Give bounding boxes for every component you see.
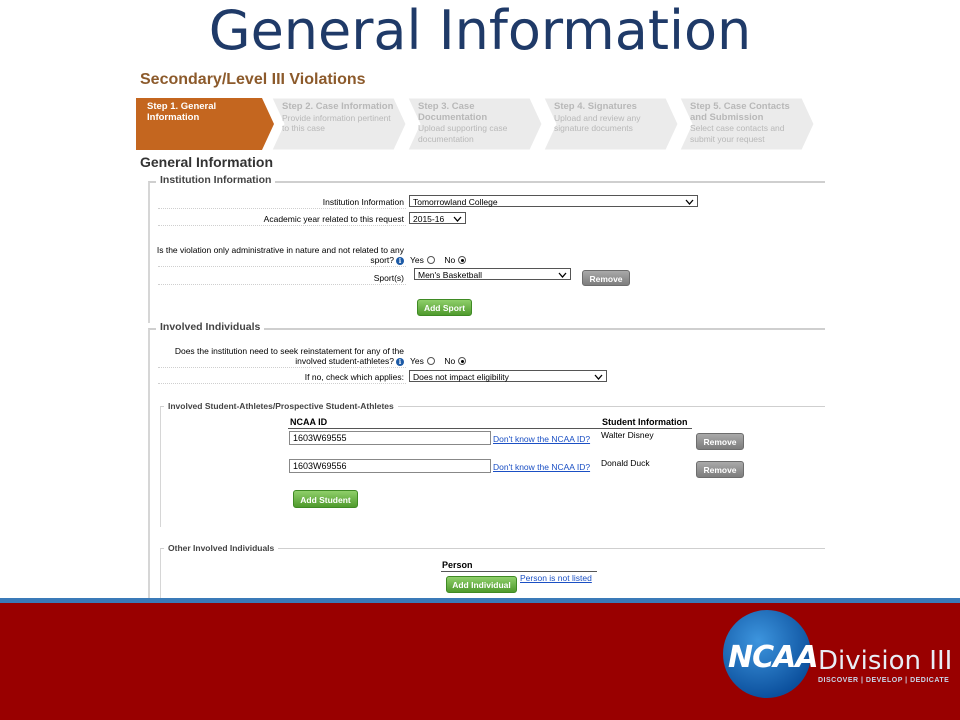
step-4[interactable]: [544, 98, 680, 150]
reinstatement-radio-group: Yes No: [410, 356, 466, 366]
step-3-description: Upload supporting case documentation: [418, 123, 508, 144]
remove-sport-button[interactable]: Remove: [582, 270, 630, 286]
student-name: Walter Disney: [601, 430, 654, 440]
step-5-description: Select case contacts and submit your request: [690, 123, 785, 144]
if-no-label: If no, check which applies:: [304, 372, 404, 382]
academic-year-select[interactable]: 2015-16: [409, 212, 466, 224]
student-name: Donald Duck: [601, 458, 650, 468]
institution-label: Institution Information: [322, 197, 404, 207]
ncaa-id-input[interactable]: 1603W69555: [289, 431, 491, 445]
info-icon[interactable]: i: [396, 358, 404, 366]
administrative-question-label: Is the violation only administrative in nature and not related to any sport? i: [156, 245, 404, 265]
add-sport-button[interactable]: Add Sport: [417, 299, 472, 316]
chevron-down-icon: [685, 197, 694, 209]
others-legend: Other Involved Individuals: [164, 543, 278, 553]
info-icon[interactable]: i: [396, 257, 404, 265]
step-2-title: Step 2. Case Information: [282, 101, 394, 112]
student-information-column-header: Student Information: [602, 417, 688, 427]
logo-tagline: DISCOVER | DEVELOP | DEDICATE: [818, 677, 950, 684]
step-5-title: Step 5. Case Contacts and Submission: [690, 101, 790, 123]
administrative-yes-radio[interactable]: [427, 256, 435, 264]
step-4-description: Upload and review any signature documents: [554, 112, 641, 133]
step-2[interactable]: [272, 98, 408, 150]
person-not-listed-link[interactable]: Person is not listed: [520, 573, 592, 583]
step-wizard: [136, 98, 816, 150]
chevron-down-icon: [453, 214, 462, 226]
slide-title: General Information: [208, 0, 752, 62]
academic-year-label: Academic year related to this request: [263, 214, 404, 224]
reinstatement-yes-radio[interactable]: [427, 357, 435, 365]
administrative-radio-group: Yes No: [410, 255, 466, 265]
dont-know-ncaa-id-link[interactable]: Don't know the NCAA ID?: [493, 462, 591, 472]
chevron-down-icon: [558, 270, 567, 282]
add-individual-button[interactable]: Add Individual: [446, 576, 517, 593]
sports-label: Sport(s): [373, 273, 404, 283]
sport-select[interactable]: Men's Basketball: [414, 268, 571, 280]
step-3-title: Step 3. Case Documentation: [418, 101, 488, 123]
ncaa-division-iii-logo: [720, 608, 960, 708]
form-screenshot: [136, 70, 825, 598]
remove-student-button[interactable]: Remove: [696, 433, 744, 450]
form-title: Secondary/Level III Violations: [140, 71, 366, 88]
remove-student-button[interactable]: Remove: [696, 461, 744, 478]
reinstatement-no-radio[interactable]: [458, 357, 466, 365]
involved-legend: Involved Individuals: [156, 321, 264, 333]
step-3[interactable]: [408, 98, 544, 150]
add-student-button[interactable]: Add Student: [293, 490, 358, 508]
step-5[interactable]: [680, 98, 816, 150]
ncaa-id-input[interactable]: 1603W69556: [289, 459, 491, 473]
institution-select[interactable]: Tomorrowland College: [409, 195, 698, 207]
students-legend: Involved Student-Athletes/Prospective Student-Athletes: [164, 401, 398, 411]
logo-division-text: Division III: [818, 646, 953, 676]
administrative-no-radio[interactable]: [458, 256, 466, 264]
dont-know-ncaa-id-link[interactable]: Don't know the NCAA ID?: [493, 434, 591, 444]
logo-ncaa-text: NCAA: [728, 640, 818, 675]
step-2-description: Provide information pertinent to this case: [282, 112, 391, 133]
reinstatement-question-label: Does the institution need to seek reinstatement for any of the involved student-athletes? i: [174, 346, 404, 366]
section-heading: General Information: [140, 154, 274, 170]
if-no-select[interactable]: Does not impact eligibility: [409, 370, 607, 382]
step-4-title: Step 4. Signatures: [554, 101, 637, 112]
ncaa-id-column-header: NCAA ID: [290, 417, 328, 427]
step-1-title: Step 1. General Information: [147, 101, 217, 123]
person-column-header: Person: [442, 560, 473, 570]
institution-legend: Institution Information: [156, 174, 275, 186]
chevron-down-icon: [594, 372, 603, 384]
step-1[interactable]: [136, 98, 276, 150]
